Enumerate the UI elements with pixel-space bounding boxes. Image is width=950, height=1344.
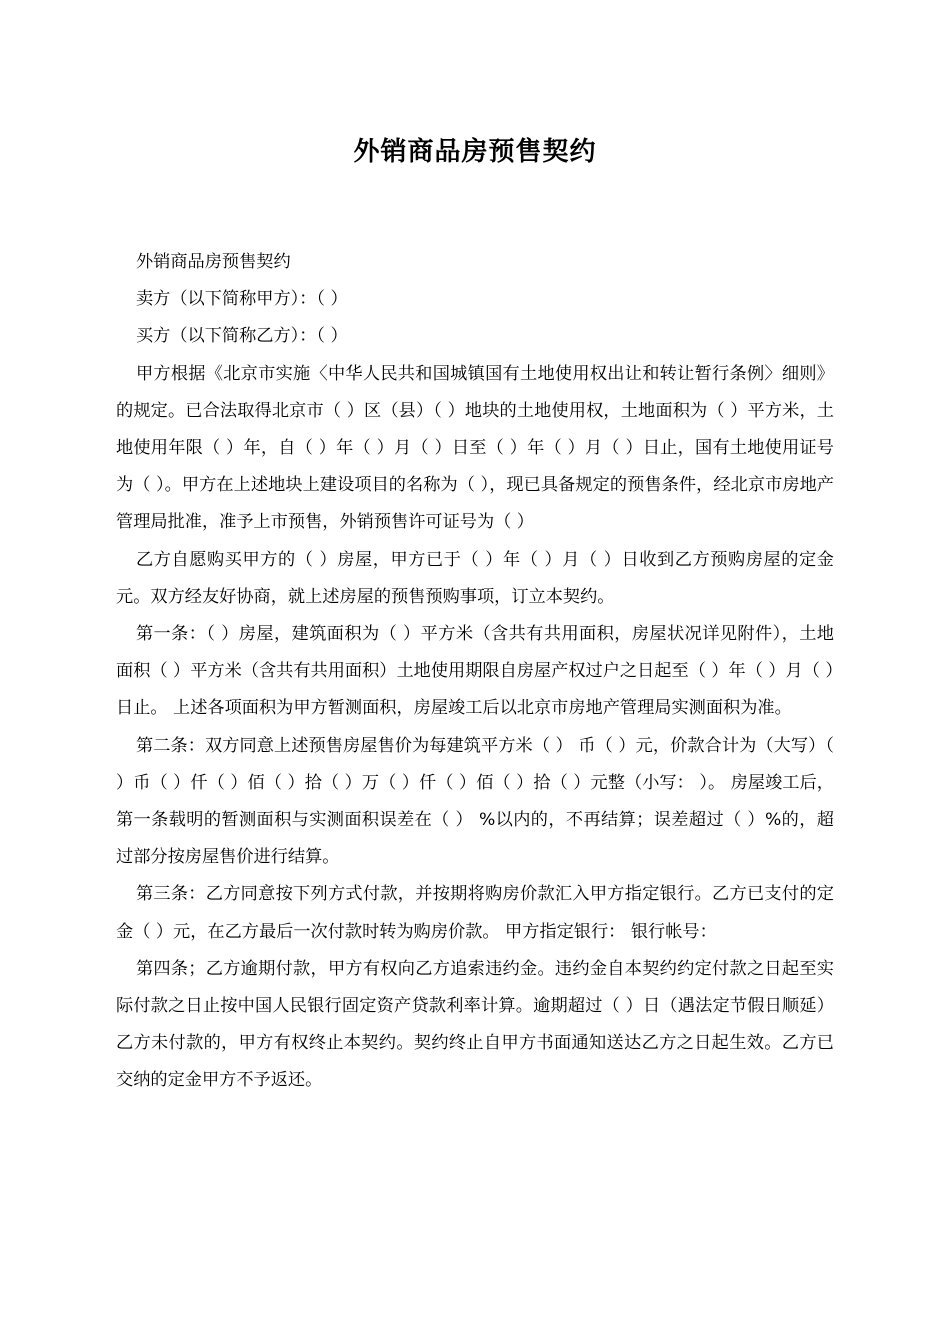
paragraph-heading: 外销商品房预售契约 xyxy=(135,252,291,272)
paragraph-land-rights: 甲方根据《北京市实施〈中华人民共和国城镇国有土地使用权出让和转让暂行条例〉细则》的规定。已合法取得北京市（ ）区（县）（ ）地块的土地使用权，土地面积为（ ）平方米，土地使用年限（ ）年，自（ ）年（ ）月（ ）日至（ ）年（ ）月（ ）日止，国有土地使用证号为（ ）。甲方在上述地块上建设项目的名称为（ ），现已具备规定的预售条件，经北京市房地产管理局批准，准予上市预售，外销预售许可证号为（ ） xyxy=(116,363,834,533)
paragraph-article-4: 第四条；乙方逾期付款，甲方有权向乙方追索违约金。违约金自本契约约定付款之日起至实际付款之日止按中国人民银行固定资产贷款利率计算。逾期超过（ ）日（遇法定节假日顺延）乙方未付款的，甲方有权终止本契约。契约终止自甲方书面通知送达乙方之日起生效。乙方已交纳的定金甲方不予返还。 xyxy=(116,958,834,1091)
paragraph-buyer: 买方（以下简称乙方）：（ ） xyxy=(135,326,348,347)
paragraph-article-1: 第一条：（ ）房屋，建筑面积为（ ）平方米（含共有共用面积，房屋状况详见附件），土地面积（ ）平方米（含共有共用面积）土地使用期限自房屋产权过户之日起至（ ）年（ ）月（ ）日止。 上述各项面积为甲方暂测面积，房屋竣工后以北京市房地产管理局实测面积为准。 xyxy=(116,624,834,719)
paragraph-purchase-intent: 乙方自愿购买甲方的（ ）房屋，甲方已于（ ）年（ ）月（ ）日收到乙方预购房屋的定金元。双方经友好协商，就上述房屋的预售预购事项，订立本契约。 xyxy=(116,549,834,607)
document-title: 外销商品房预售契约 xyxy=(353,137,597,167)
paragraph-article-3: 第三条：乙方同意按下列方式付款，并按期将购房价款汇入甲方指定银行。乙方已支付的定金（ ）元，在乙方最后一次付款时转为购房价款。 甲方指定银行： 银行帐号： xyxy=(116,884,834,942)
paragraph-article-2: 第二条：双方同意上述预售房屋售价为每建筑平方米（ ） 币（ ）元，价款合计为（大写）（ ）币（ ）仟（ ）佰（ ）拾（ ）万（ ）仟（ ）佰（ ）拾（ ）元整（小写： ）。 房屋竣工后，第一条载明的暂测面积与实测面积误差在（ ） %以内的，不再结算；误差超过（ ）%的，超过部分按房屋售价进行结算。 xyxy=(116,735,834,868)
paragraph-seller: 卖方（以下简称甲方）：（ ） xyxy=(135,289,348,310)
document-body xyxy=(116,244,834,1100)
